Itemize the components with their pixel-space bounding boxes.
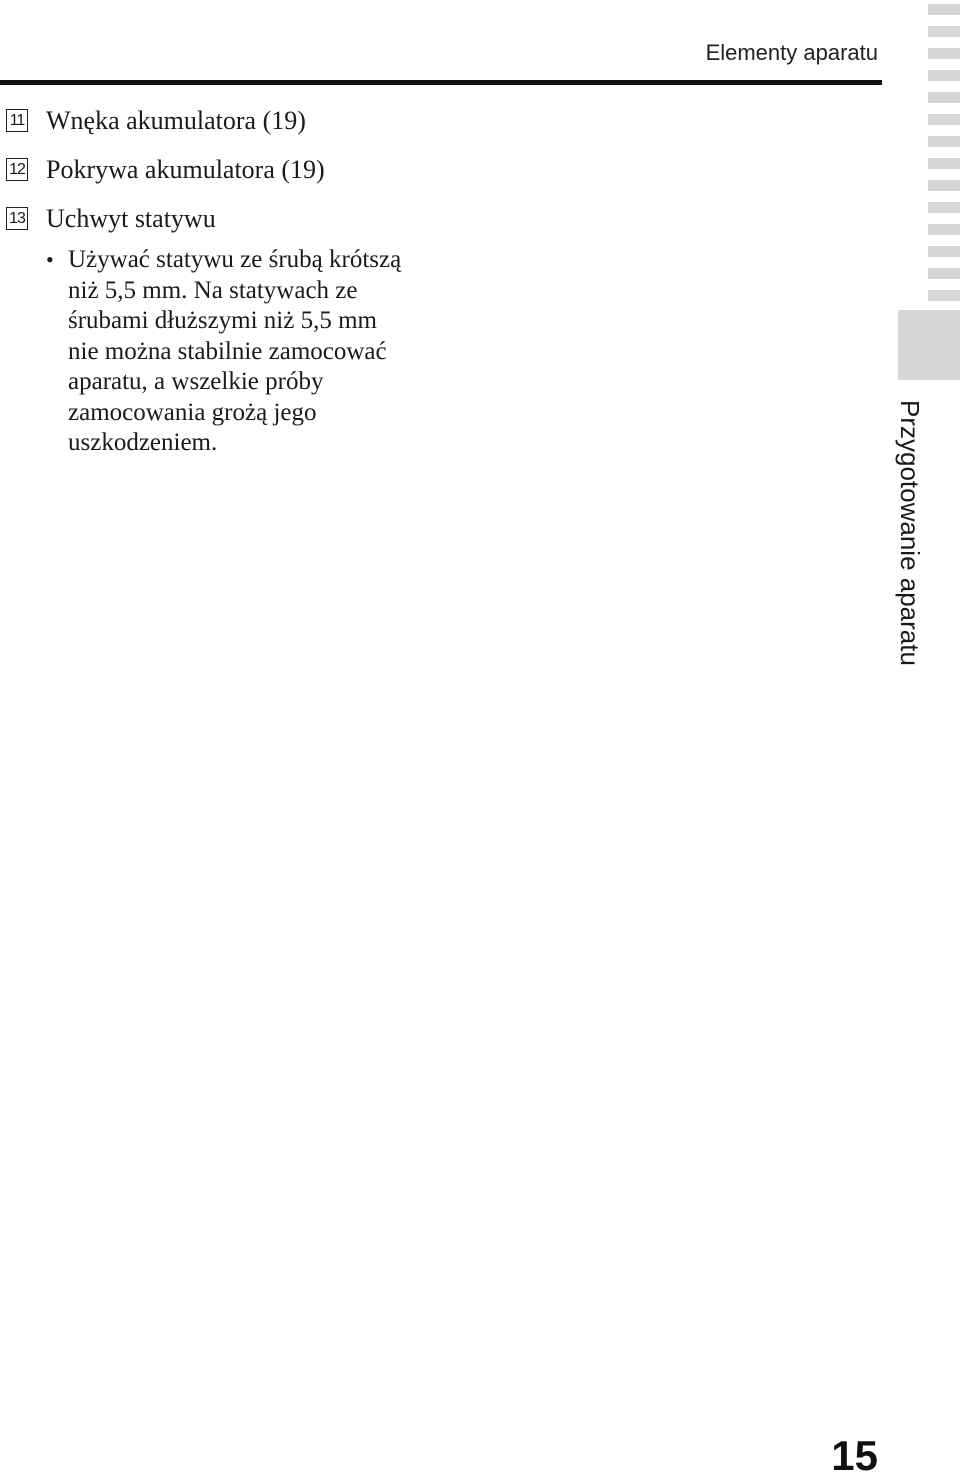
item-number-badge: 12 <box>6 158 28 181</box>
bullet-icon: • <box>46 247 54 272</box>
list-item <box>6 194 866 243</box>
index-stripe <box>928 26 960 37</box>
index-stripe <box>928 224 960 235</box>
item-label: Uchwyt statywu <box>46 203 216 233</box>
item-label: Wnęka akumulatora (19) <box>46 105 306 135</box>
index-stripe <box>928 114 960 125</box>
index-stripe <box>928 136 960 147</box>
index-stripe <box>928 290 960 301</box>
parts-list <box>6 96 866 459</box>
list-item <box>6 96 866 145</box>
index-stripe <box>928 48 960 59</box>
index-stripe <box>928 246 960 257</box>
index-stripe <box>928 180 960 191</box>
section-tab-label: Przygotowanie aparatu <box>895 400 925 666</box>
page-number: 15 <box>831 1432 878 1479</box>
header-rule <box>0 80 882 85</box>
index-stripe <box>928 92 960 103</box>
index-stripe <box>928 70 960 81</box>
item-number-badge: 13 <box>6 207 28 230</box>
index-stripe <box>928 268 960 279</box>
index-stripe <box>928 4 960 15</box>
index-stripe <box>928 202 960 213</box>
note-text: Używać statywu ze śrubą krótszą niż 5,5 mm. Na statywach ze śrubami dłuższymi niż 5,5 mm nie można stabilnie zamocować aparatu, a wszelkie próby zamocowania grożą jego uszkodzeniem. <box>68 246 402 456</box>
section-title: Elementy aparatu <box>705 40 878 65</box>
item-label: Pokrywa akumulatora (19) <box>46 154 325 184</box>
index-stripe <box>928 158 960 169</box>
item-number-badge: 11 <box>6 109 28 132</box>
list-item <box>6 145 866 194</box>
tripod-note <box>6 245 866 459</box>
section-tab-marker <box>898 310 960 380</box>
